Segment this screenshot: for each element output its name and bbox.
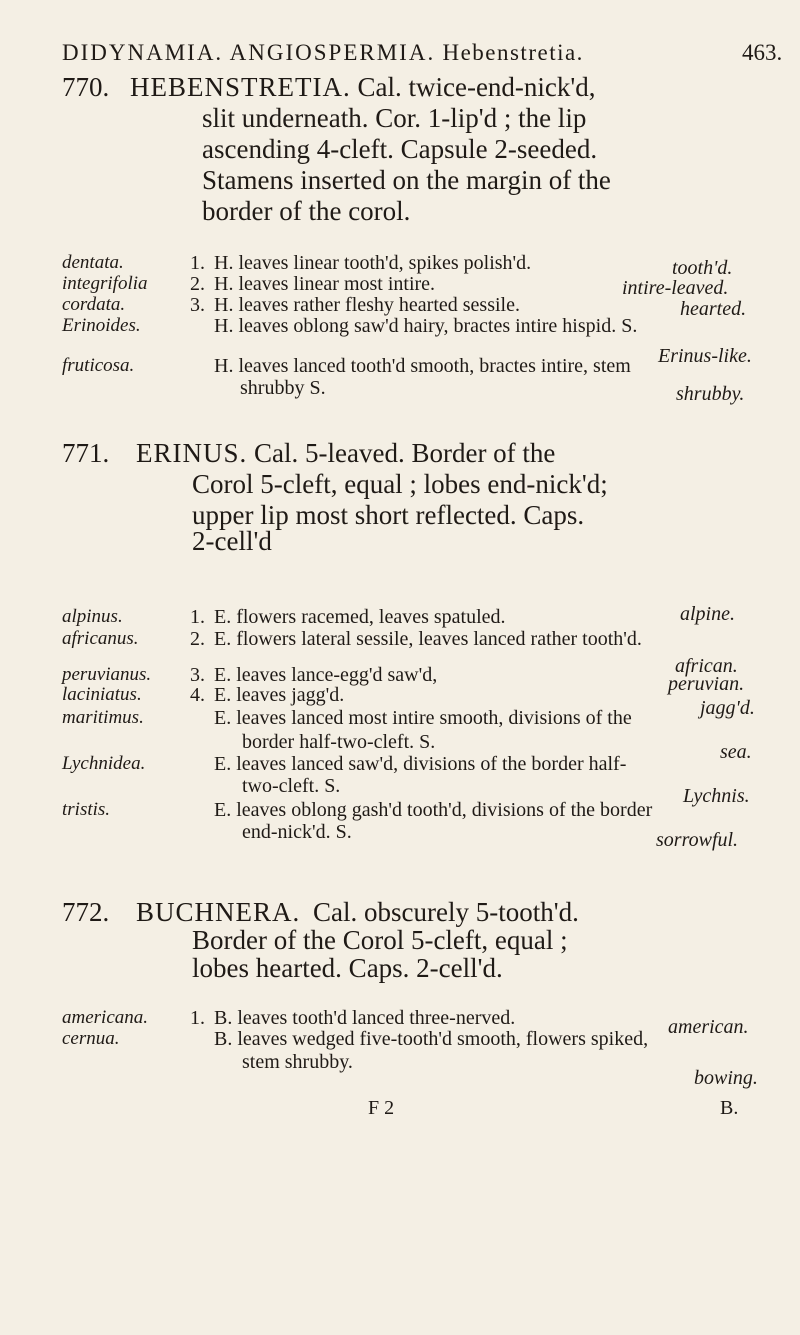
english-name: tooth'd. — [672, 257, 733, 279]
genus-name: HEBENSTRETIA. — [130, 72, 351, 102]
genus-desc-line: Stamens inserted on the margin of the — [202, 165, 611, 195]
genus-desc-line: Cal. obscurely 5-tooth'd. — [313, 897, 579, 927]
trivial-name: Lychnidea. — [62, 753, 146, 774]
english-name: american. — [668, 1016, 749, 1038]
genus-desc-line: border of the corol. — [202, 196, 411, 226]
genus-number: 772. — [62, 897, 110, 927]
species-description: border half-two-cleft. S. — [242, 731, 436, 753]
species-description: H. leaves linear most intire. — [214, 273, 436, 295]
species-description: stem shrubby. — [242, 1051, 353, 1073]
english-name: peruvian. — [668, 673, 745, 695]
species-description: B. leaves tooth'd lanced three-nerved. — [214, 1007, 516, 1029]
species-index: 3. — [190, 294, 205, 316]
trivial-name: fruticosa. — [62, 355, 135, 376]
species-description: end-nick'd. S. — [242, 821, 352, 843]
species-description: E. leaves jagg'd. — [214, 684, 345, 706]
species-description: H. leaves linear tooth'd, spikes polish'd. — [214, 252, 532, 274]
english-name: alpine. — [680, 603, 735, 625]
species-description: H. leaves rather fleshy hearted sessile. — [214, 294, 520, 316]
species-description: E. leaves lanced saw'd, divisions of the border half- — [214, 753, 627, 775]
catchword: B. — [720, 1097, 739, 1119]
running-title: Hebenstretia. — [442, 40, 584, 65]
genus-name: ERINUS. — [136, 438, 248, 468]
english-name: sea. — [720, 741, 752, 763]
species-description: E. leaves oblong gash'd tooth'd, divisions of the border — [214, 799, 653, 821]
species-description: E. leaves lance-egg'd saw'd, — [214, 664, 438, 686]
class-order: DIDYNAMIA. ANGIOSPERMIA. — [62, 40, 436, 65]
species-description: B. leaves wedged five-tooth'd smooth, flowers spiked, — [214, 1028, 649, 1050]
genus-number: 770. — [62, 72, 110, 102]
trivial-name: integrifolia — [62, 273, 148, 294]
trivial-name: dentata. — [62, 252, 124, 273]
english-name: hearted. — [680, 298, 747, 320]
genus-desc-line: Cal. twice-end-nick'd, — [357, 72, 596, 102]
genus-desc-line: Cal. 5-leaved. Border of the — [254, 438, 556, 468]
trivial-name: maritimus. — [62, 707, 144, 728]
genus-number: 771. — [62, 438, 110, 468]
genus-desc-line: upper lip most short reflected. Caps. — [192, 500, 585, 530]
genus-desc-line: Border of the Corol 5-cleft, equal ; — [192, 925, 568, 955]
english-name: shrubby. — [676, 383, 745, 405]
genus-desc-line: 2-cell'd — [192, 526, 272, 556]
species-index: 2. — [190, 273, 205, 295]
species-description: E. flowers lateral sessile, leaves lanced rather tooth'd. — [214, 628, 642, 650]
species-description: two-cleft. S. — [242, 775, 341, 797]
trivial-name: africanus. — [62, 628, 139, 649]
species-description: E. leaves lanced most intire smooth, divisions of the — [214, 707, 632, 729]
genus-desc-line: ascending 4-cleft. Capsule 2-seeded. — [202, 134, 598, 164]
species-description: H. leaves lanced tooth'd smooth, bractes intire, stem — [214, 355, 631, 377]
genus-desc-line: Corol 5-cleft, equal ; lobes end-nick'd; — [192, 469, 608, 499]
genus-heading-772 — [62, 897, 579, 928]
genus-name: BUCHNERA. — [136, 897, 301, 927]
trivial-name: peruvianus. — [62, 664, 152, 685]
printer-signature: F 2 — [368, 1097, 395, 1119]
english-name: bowing. — [694, 1067, 758, 1089]
trivial-name: cernua. — [62, 1028, 120, 1049]
species-index: 1. — [190, 1007, 205, 1029]
trivial-name: laciniatus. — [62, 684, 142, 705]
english-name: Erinus-like. — [658, 345, 752, 367]
trivial-name: cordata. — [62, 294, 126, 315]
english-name: jagg'd. — [700, 697, 755, 719]
species-index: 4. — [190, 684, 205, 706]
species-index: 1. — [190, 606, 205, 628]
genus-heading-771 — [62, 438, 555, 469]
running-header — [62, 40, 584, 66]
english-name: intire-leaved. — [622, 277, 729, 299]
english-name: sorrowful. — [656, 829, 739, 851]
genus-heading-770 — [62, 72, 596, 103]
genus-desc-line: slit underneath. Cor. 1-lip'd ; the lip — [202, 103, 587, 133]
genus-desc-line: lobes hearted. Caps. 2-cell'd. — [192, 953, 503, 983]
english-name: Lychnis. — [683, 785, 750, 807]
species-index: 2. — [190, 628, 205, 650]
trivial-name: Erinoides. — [62, 315, 141, 336]
species-description: H. leaves oblong saw'd hairy, bractes intire hispid. S. — [214, 315, 638, 337]
trivial-name: alpinus. — [62, 606, 123, 627]
trivial-name: tristis. — [62, 799, 111, 820]
species-description: E. flowers racemed, leaves spatuled. — [214, 606, 506, 628]
page-number: 463. — [742, 40, 783, 65]
trivial-name: americana. — [62, 1007, 149, 1028]
species-description: shrubby S. — [240, 377, 326, 399]
species-index: 1. — [190, 252, 205, 274]
english-name: african. — [675, 655, 738, 677]
species-index: 3. — [190, 664, 205, 686]
